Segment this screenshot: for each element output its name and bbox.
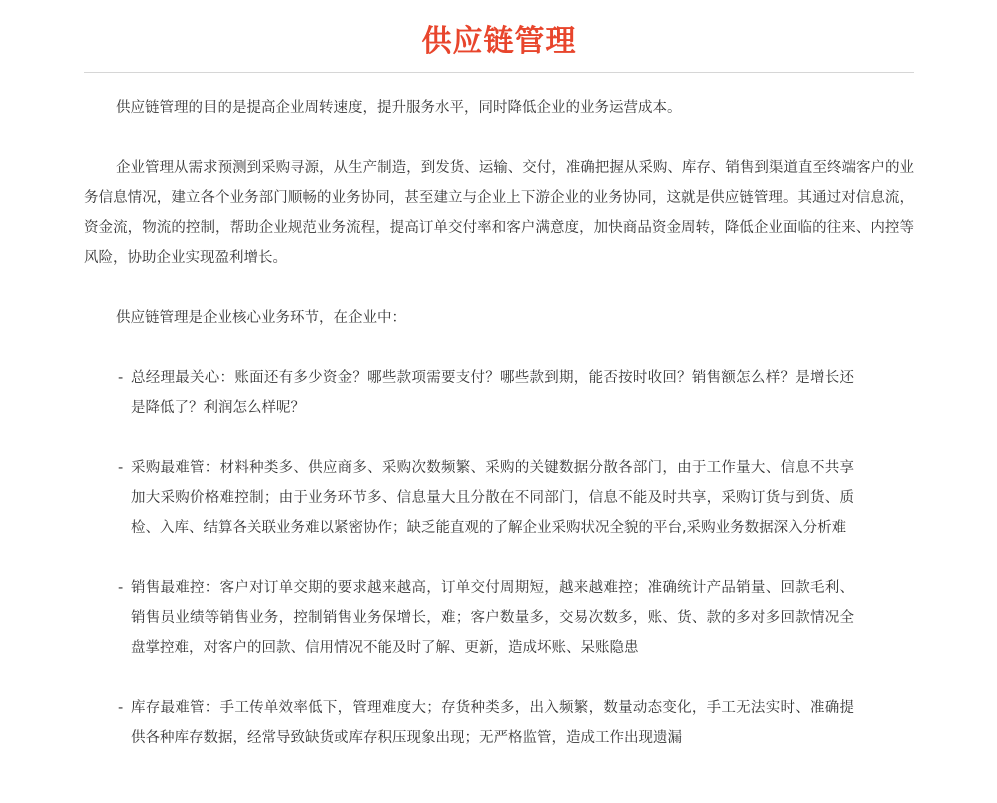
title-divider [84, 72, 914, 73]
list-bullet: - [118, 460, 124, 476]
list-item-sales [84, 573, 914, 663]
list-bullet: - [118, 370, 124, 386]
list-item-general-manager [84, 363, 914, 423]
list-bullet: - [118, 580, 124, 596]
lead-in-paragraph: 供应链管理是企业核心业务环节，在企业中： [116, 310, 406, 326]
concern-list [84, 363, 914, 753]
article [84, 0, 914, 783]
list-item-text: 总经理最关心：账面还有多少资金？哪些款项需要支付？哪些款到期，能否按时收回？销售额怎么样？是增长还是降低了？利润怎么样呢？ [131, 370, 854, 416]
list-item-procurement [84, 453, 914, 543]
description-paragraph: 企业管理从需求预测到采购寻源，从生产制造，到发货、运输、交付，准确把握从采购、库存、销售到渠道直至终端客户的业务信息情况，建立各个业务部门顺畅的业务协同，甚至建立与企业上下游企业的业务协同，这就是供应链管理。其通过对信息流，资金流，物流的控制，帮助企业规范业务流程，提高订单交付率和客户满意度，加快商品资金周转，降低企业面临的往来、内控等风险，协助企业实现盈利增长。 [84, 160, 914, 266]
list-item-text: 销售最难控：客户对订单交期的要求越来越高，订单交付周期短，越来越难控；准确统计产品销量、回款毛利、销售员业绩等销售业务，控制销售业务保增长，难；客户数量多，交易次数多，账、货、款的多对多回款情况全盘掌控难，对客户的回款、信用情况不能及时了解、更新，造成坏账、呆账隐患 [131, 580, 854, 656]
list-item-text: 库存最难管：手工传单效率低下，管理难度大；存货种类多，出入频繁，数量动态变化，手工无法实时、准确提供各种库存数据，经常导致缺货或库存积压现象出现；无严格监管，造成工作出现遗漏 [131, 700, 854, 746]
list-item-text: 采购最难管：材料种类多、供应商多、采购次数频繁、采购的关键数据分散各部门，由于工作量大、信息不共享加大采购价格难控制；由于业务环节多、信息量大且分散在不同部门，信息不能及时共享，采购订货与到货、质检、入库、结算各关联业务难以紧密协作；缺乏能直观的了解企业采购状况全貌的平台,采购业务数据深入分析难 [131, 460, 854, 536]
list-bullet: - [118, 700, 124, 716]
list-item-inventory [84, 693, 914, 753]
intro-paragraph: 供应链管理的目的是提高企业周转速度，提升服务水平，同时降低企业的业务运营成本。 [116, 100, 682, 116]
page-title: 供应链管理 [421, 24, 577, 59]
